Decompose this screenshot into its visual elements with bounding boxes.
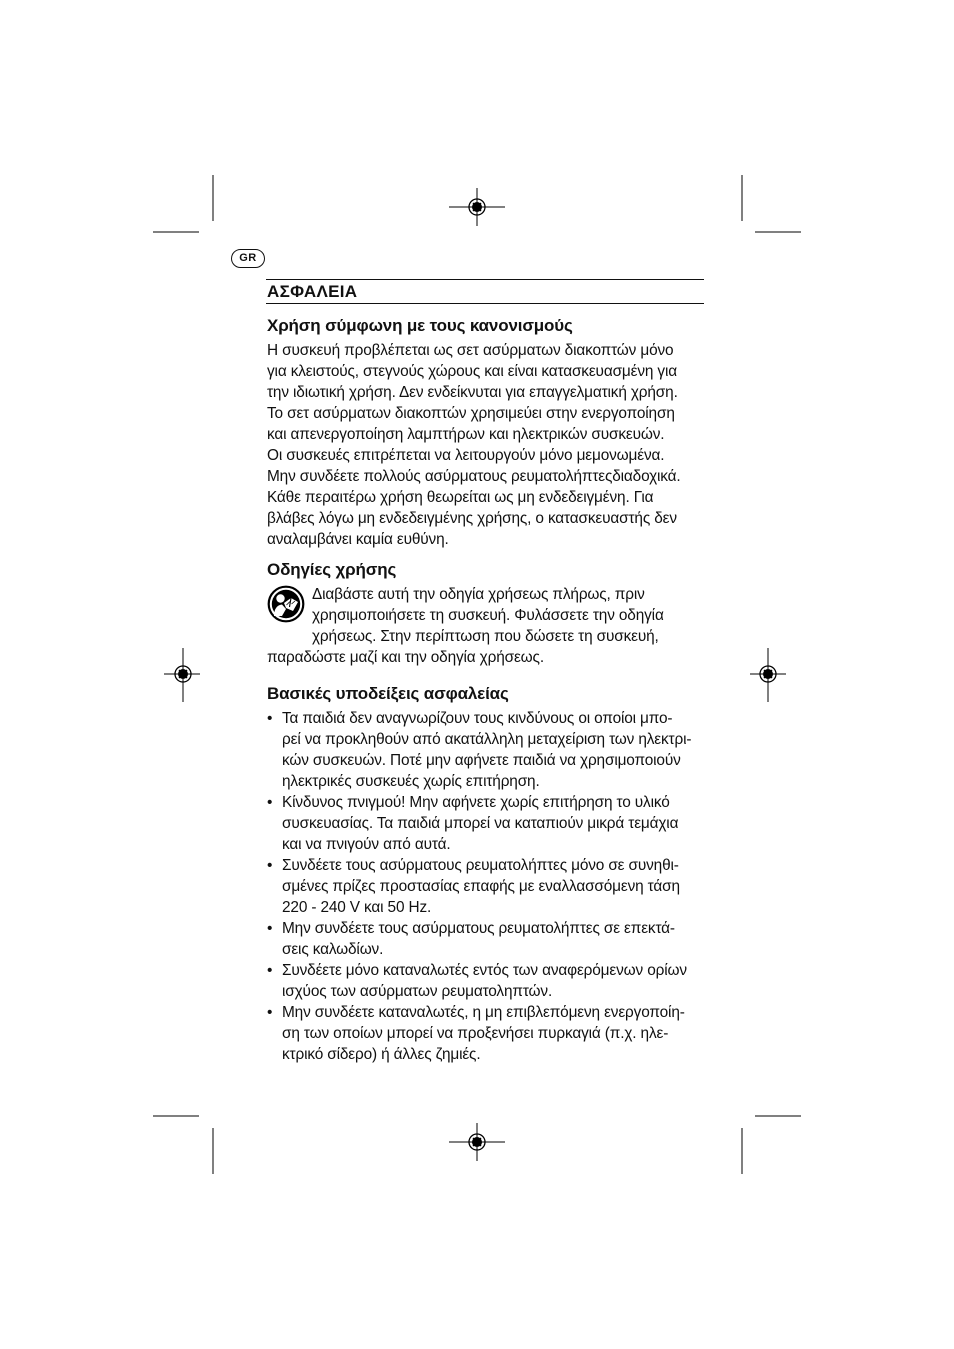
- bullet-icon: •: [267, 1004, 273, 1021]
- instructions-section: [267, 556, 707, 668]
- usage-line: την ιδιωτική χρήση. Δεν ενδείκνυται για επαγγελματική χρήση.: [267, 384, 678, 401]
- usage-line: Κάθε περαιτέρω χρήση θεωρείται ως μη ενδεδειγμένη. Για: [267, 489, 654, 506]
- list-item-line: κών συσκευών. Ποτέ μην αφήνετε παιδιά να χρησιμοποιούν: [282, 752, 681, 769]
- list-item-line: Τα παιδιά δεν αναγνωρίζουν τους κινδύνους οι οποίοι μπο-: [282, 710, 673, 727]
- usage-line: Οι συσκευές επιτρέπεται να λειτουργούν μόνο μεμονωμένα.: [267, 447, 665, 464]
- instructions-paragraph: [267, 584, 707, 668]
- usage-line: Η συσκευή προβλέπεται ως σετ ασύρματων διακοπτών μόνο: [267, 342, 674, 359]
- usage-heading: Χρήση σύμφωνη με τους κανονισμούς: [267, 316, 573, 335]
- list-item-line: ση των οποίων μπορεί να προξενήσει πυρκαγιά (π.χ. ηλε-: [282, 1025, 669, 1042]
- list-item-line: σμένες πρίζες προστασίας επαφής με εναλλασσόμενη τάση: [282, 878, 680, 895]
- list-item: [267, 1002, 707, 1065]
- list-item: [267, 855, 707, 918]
- list-item: [267, 960, 707, 1002]
- instructions-line: Διαβάστε αυτή την οδηγία χρήσεως πλήρως, πριν: [312, 586, 645, 603]
- list-item-line: και να πνιγούν από αυτά.: [282, 836, 451, 853]
- instructions-heading: Οδηγίες χρήσης: [267, 560, 397, 579]
- list-item-line: Συνδέετε τους ασύρματους ρευματολήπτες μόνο σε συνηθι-: [282, 857, 679, 874]
- usage-section: [267, 312, 707, 550]
- list-item-line: συσκευασίας. Τα παιδιά μπορεί να καταπιούν μικρά τεμάχια: [282, 815, 679, 832]
- page-content: [267, 312, 707, 1065]
- list-item-line: κτρικό σίδερο) ή άλλες ζημιές.: [282, 1046, 481, 1063]
- usage-line: βλάβες λόγω μη ενδεδειγμένης χρήσης, ο κατασκευαστής δεν: [267, 510, 677, 527]
- safety-heading: Βασικές υποδείξεις ασφαλείας: [267, 684, 509, 703]
- usage-line: Το σετ ασύρματων διακοπτών χρησιμεύει στην ενεργοποίηση: [267, 405, 675, 422]
- usage-line: και απενεργοποίηση λαμπτήρων και ηλεκτρικών συσκευών.: [267, 426, 665, 443]
- section-title: ΑΣΦΑΛΕΙΑ: [267, 282, 358, 301]
- instructions-block: [267, 584, 707, 668]
- instructions-line: χρήσεως. Στην περίπτωση που δώσετε τη συσκευή,: [312, 628, 659, 645]
- section-title-rule-top: [266, 279, 704, 280]
- usage-line: για κλειστούς, στεγνούς χώρους και είναι κατασκευασμένη για: [267, 363, 677, 380]
- bullet-icon: •: [267, 794, 273, 811]
- safety-section: [267, 680, 707, 1065]
- language-badge: GR: [231, 249, 265, 268]
- bullet-icon: •: [267, 962, 273, 979]
- list-item-line: ηλεκτρικές συσκευές χωρίς επιτήρηση.: [282, 773, 540, 790]
- list-item: [267, 918, 707, 960]
- list-item-line: Συνδέετε μόνο καταναλωτές εντός των αναφερόμενων ορίων: [282, 962, 687, 979]
- registration-target-top: [449, 188, 505, 226]
- list-item-line: ρεί να προκληθούν από ακατάλληλη μεταχείριση των ηλεκτρι-: [282, 731, 692, 748]
- registration-target-bottom: [449, 1123, 505, 1161]
- bullet-icon: •: [267, 857, 273, 874]
- list-item-line: Μην συνδέετε καταναλωτές, η μη επιβλεπόμενη ενεργοποίη-: [282, 1004, 685, 1021]
- list-item-line: 220 - 240 V και 50 Hz.: [282, 899, 432, 916]
- section-title-rule-bottom: [266, 303, 704, 304]
- list-item-line: Μην συνδέετε τους ασύρματους ρευματολήπτες σε επεκτά-: [282, 920, 675, 937]
- safety-list: [267, 708, 707, 1065]
- list-item: [267, 792, 707, 855]
- list-item: [267, 708, 707, 792]
- usage-line: αναλαμβάνει καμία ευθύνη.: [267, 531, 449, 548]
- read-manual-icon: [267, 585, 305, 623]
- list-item-line: σεις καλωδίων.: [282, 941, 384, 958]
- instructions-line: χρησιμοποιήσετε τη συσκευή. Φυλάσσετε την οδηγία: [312, 607, 664, 624]
- bullet-icon: •: [267, 920, 273, 937]
- usage-line: Μην συνδέετε πολλούς ασύρματους ρευματολήπτεςδιαδοχικά.: [267, 468, 681, 485]
- instructions-line: παραδώστε μαζί και την οδηγία χρήσεως.: [267, 649, 544, 666]
- list-item-line: ισχύος των ασύρματων ρευματοληπτών.: [282, 983, 553, 1000]
- registration-target-left: [164, 648, 200, 702]
- bullet-icon: •: [267, 710, 273, 727]
- usage-paragraph: [267, 340, 707, 550]
- registration-target-right: [750, 648, 786, 702]
- list-item-line: Κίνδυνος πνιγμού! Μην αφήνετε χωρίς επιτήρηση το υλικό: [282, 794, 670, 811]
